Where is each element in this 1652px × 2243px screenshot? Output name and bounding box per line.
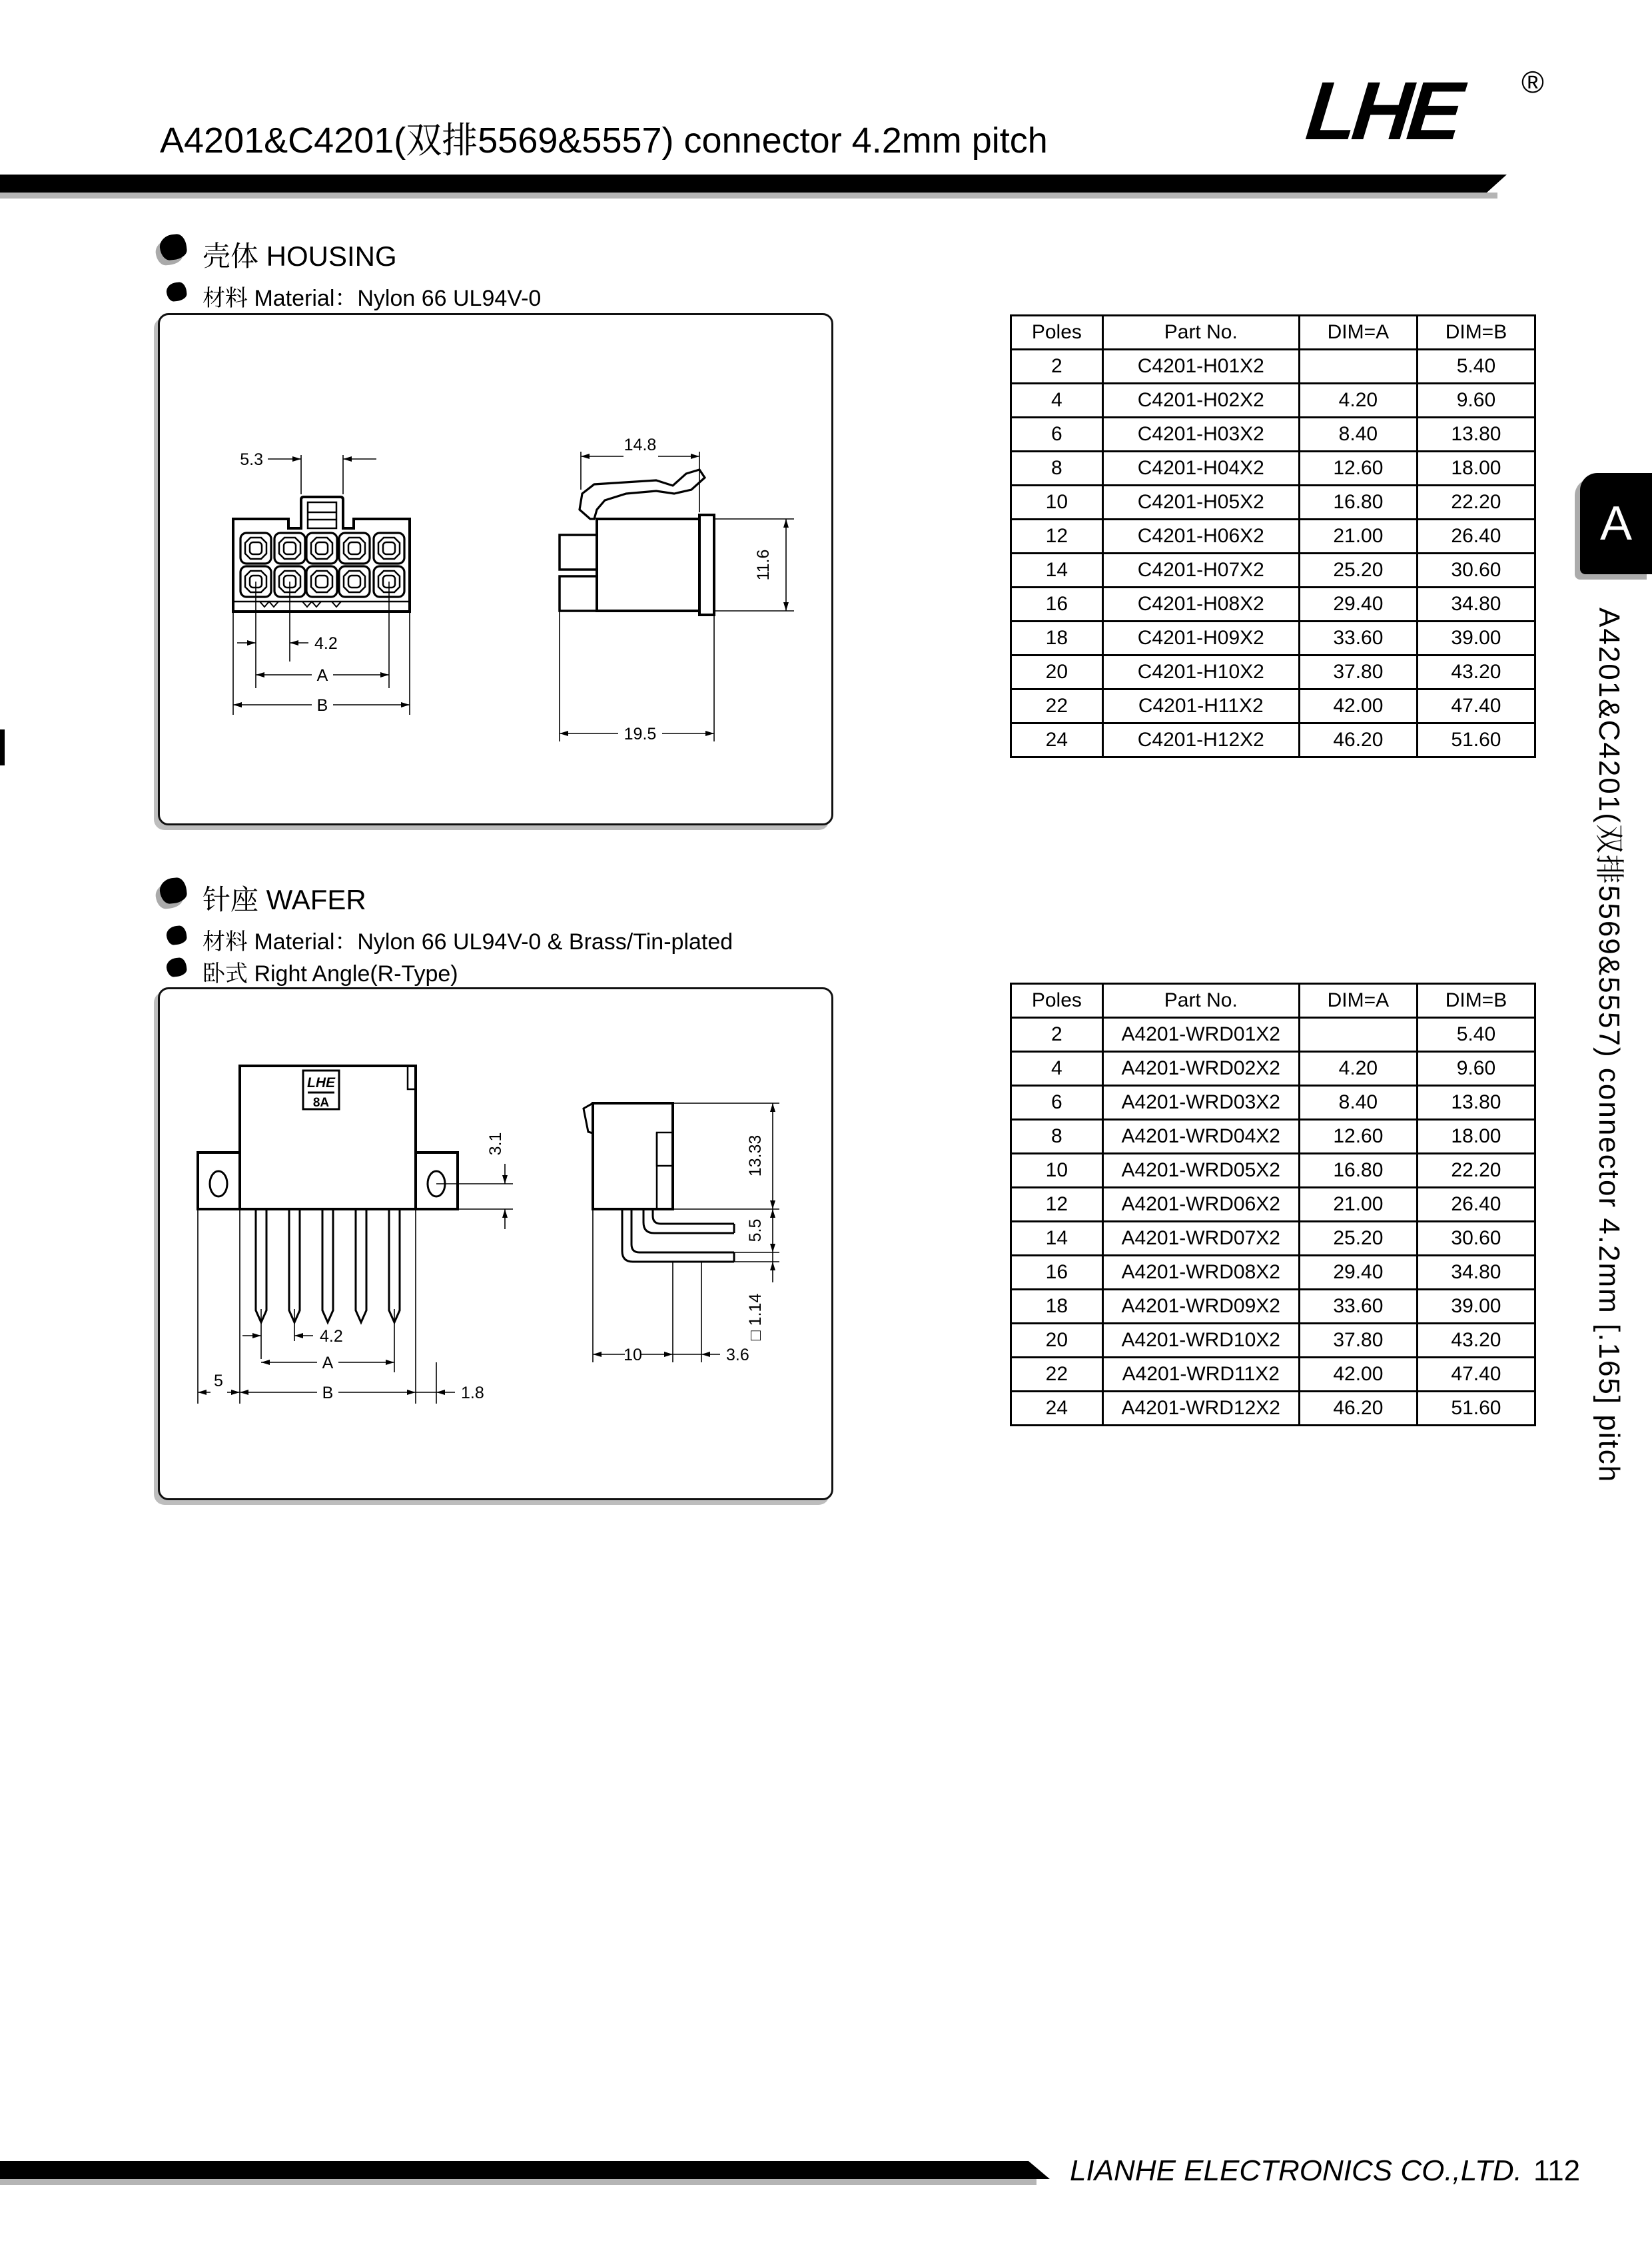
- dim-label: 13.33: [746, 1134, 765, 1177]
- housing-material: 材料 Material：Nylon 66 UL94V-0: [203, 286, 542, 311]
- dim-label: 11.6: [754, 549, 773, 581]
- table-row: 4 C4201-H02X2 4.20 9.60: [1011, 384, 1535, 418]
- col-header: Poles: [1011, 984, 1103, 1018]
- page-title: A4201&C4201(双排5569&5557) connector 4.2mm pitch: [160, 121, 1048, 161]
- table-row: 8 A4201-WRD04X2 12.60 18.00: [1011, 1120, 1535, 1154]
- table-row: 24 C4201-H12X2 46.20 51.60: [1011, 723, 1535, 757]
- material-bullet-icon: [166, 282, 188, 302]
- col-header: Poles: [1011, 316, 1103, 350]
- dim-label: A: [322, 1354, 334, 1372]
- wafer-drawing-frame: [158, 987, 833, 1500]
- dim-label: □ 1.14: [746, 1293, 765, 1341]
- table-row: 6 C4201-H03X2 8.40 13.80: [1011, 418, 1535, 452]
- table-row: 24 A4201-WRD12X2 46.20 51.60: [1011, 1392, 1535, 1426]
- wafer-spec-table: [1010, 983, 1536, 1426]
- dim-label: A: [316, 666, 328, 685]
- footer-rule-shadow: [0, 2179, 1036, 2185]
- dim-label: 4.2: [320, 1327, 343, 1346]
- housing-spec-table: [1010, 314, 1536, 758]
- wafer-technical-drawing: [160, 989, 831, 1498]
- footer-company-name: LIANHE ELECTRONICS CO.,LTD.: [1070, 2154, 1522, 2187]
- table-row: 22 A4201-WRD11X2 42.00 47.40: [1011, 1358, 1535, 1392]
- dim-label: 3.1: [486, 1132, 505, 1156]
- table-row: 16 A4201-WRD08X2 29.40 34.80: [1011, 1256, 1535, 1290]
- table-row: 18 A4201-WRD09X2 33.60 39.00: [1011, 1290, 1535, 1324]
- dim-label: 14.8: [623, 436, 657, 454]
- table-row: 14 A4201-WRD07X2 25.20 30.60: [1011, 1222, 1535, 1256]
- table-row: 4 A4201-WRD02X2 4.20 9.60: [1011, 1052, 1535, 1086]
- table-row: 6 A4201-WRD03X2 8.40 13.80: [1011, 1086, 1535, 1120]
- table-row: 12 A4201-WRD06X2 21.00 26.40: [1011, 1188, 1535, 1222]
- section-index-tab: [1580, 473, 1652, 574]
- col-header: DIM=A: [1299, 316, 1417, 350]
- dim-label: 3.6: [726, 1346, 749, 1364]
- header-rule-shadow: [0, 193, 1497, 199]
- dim-label: 1.8: [461, 1384, 484, 1402]
- dim-label: 5.5: [746, 1218, 765, 1242]
- dim-label: 5.3: [240, 450, 263, 469]
- col-header: DIM=B: [1417, 316, 1535, 350]
- registered-trademark-icon: ®: [1521, 65, 1544, 99]
- material-bullet-icon: [166, 925, 188, 946]
- section-index-letter: A: [1599, 497, 1633, 550]
- col-header: Part No.: [1102, 316, 1299, 350]
- table-row: 16 C4201-H08X2 29.40 34.80: [1011, 588, 1535, 622]
- table-row: 2 C4201-H01X2 5.40: [1011, 350, 1535, 384]
- col-header: DIM=A: [1299, 984, 1417, 1018]
- page-edge-mark: [0, 729, 5, 765]
- wafer-logo-sub: 8A: [312, 1096, 330, 1110]
- dim-label: 5: [214, 1372, 223, 1390]
- table-row: 22 C4201-H11X2 42.00 47.40: [1011, 689, 1535, 723]
- dim-label: 10: [623, 1346, 642, 1364]
- sidebar-vertical-title: A4201&C4201(双排5569&5557) connector 4.2mm [.165] pitch: [1593, 608, 1625, 1484]
- housing-technical-drawing: [160, 315, 831, 823]
- header-rule-bar: [0, 175, 1507, 193]
- table-row: 2 A4201-WRD01X2 5.40: [1011, 1018, 1535, 1052]
- wafer-material: 材料 Material：Nylon 66 UL94V-0 & Brass/Tin-plated: [203, 929, 733, 955]
- housing-heading: 壳体 HOUSING: [203, 240, 397, 272]
- lhe-logo: LHE: [1302, 65, 1463, 157]
- dim-label: 19.5: [623, 725, 657, 743]
- table-row: 12 C4201-H06X2 21.00 26.40: [1011, 520, 1535, 554]
- housing-latch-inner: [308, 502, 336, 528]
- wafer-bent-pins: [622, 1209, 734, 1262]
- col-header: Part No.: [1102, 984, 1299, 1018]
- table-header-row: [1011, 984, 1535, 1018]
- table-row: 10 A4201-WRD05X2 16.80 22.20: [1011, 1154, 1535, 1188]
- table-row: 20 C4201-H10X2 37.80 43.20: [1011, 656, 1535, 689]
- table-row: 18 C4201-H09X2 33.60 39.00: [1011, 622, 1535, 656]
- dim-label: B: [316, 696, 328, 715]
- table-row: 8 C4201-H04X2 12.60 18.00: [1011, 452, 1535, 486]
- wafer-front-view: [198, 1066, 458, 1322]
- table-row: 20 A4201-WRD10X2 37.80 43.20: [1011, 1324, 1535, 1358]
- col-header: DIM=B: [1417, 984, 1535, 1018]
- section-bullet-icon: [159, 877, 188, 905]
- mount-bullet-icon: [166, 957, 188, 978]
- table-header-row: [1011, 316, 1535, 350]
- section-bullet-icon: [159, 233, 188, 261]
- mounting-hole: [210, 1171, 227, 1196]
- table-row: 10 C4201-H05X2 16.80 22.20: [1011, 486, 1535, 520]
- wafer-heading: 针座 WAFER: [203, 884, 366, 915]
- housing-side-view: [560, 470, 714, 615]
- housing-side-dimensions: [560, 452, 794, 741]
- wafer-mount-type: 卧式 Right Angle(R-Type): [203, 961, 458, 987]
- housing-drawing-frame: [158, 313, 833, 825]
- wafer-logo-label: LHE: [307, 1075, 335, 1091]
- footer-page-number: 112: [1533, 2154, 1581, 2187]
- table-row: 14 C4201-H07X2 25.20 30.60: [1011, 554, 1535, 588]
- wafer-side-view: [584, 1103, 734, 1262]
- dim-label: B: [322, 1384, 334, 1402]
- dim-label: 4.2: [314, 634, 338, 653]
- wafer-pins: [256, 1209, 400, 1322]
- footer-rule-bar: [0, 2161, 1050, 2179]
- housing-cavity-grid: [240, 533, 404, 597]
